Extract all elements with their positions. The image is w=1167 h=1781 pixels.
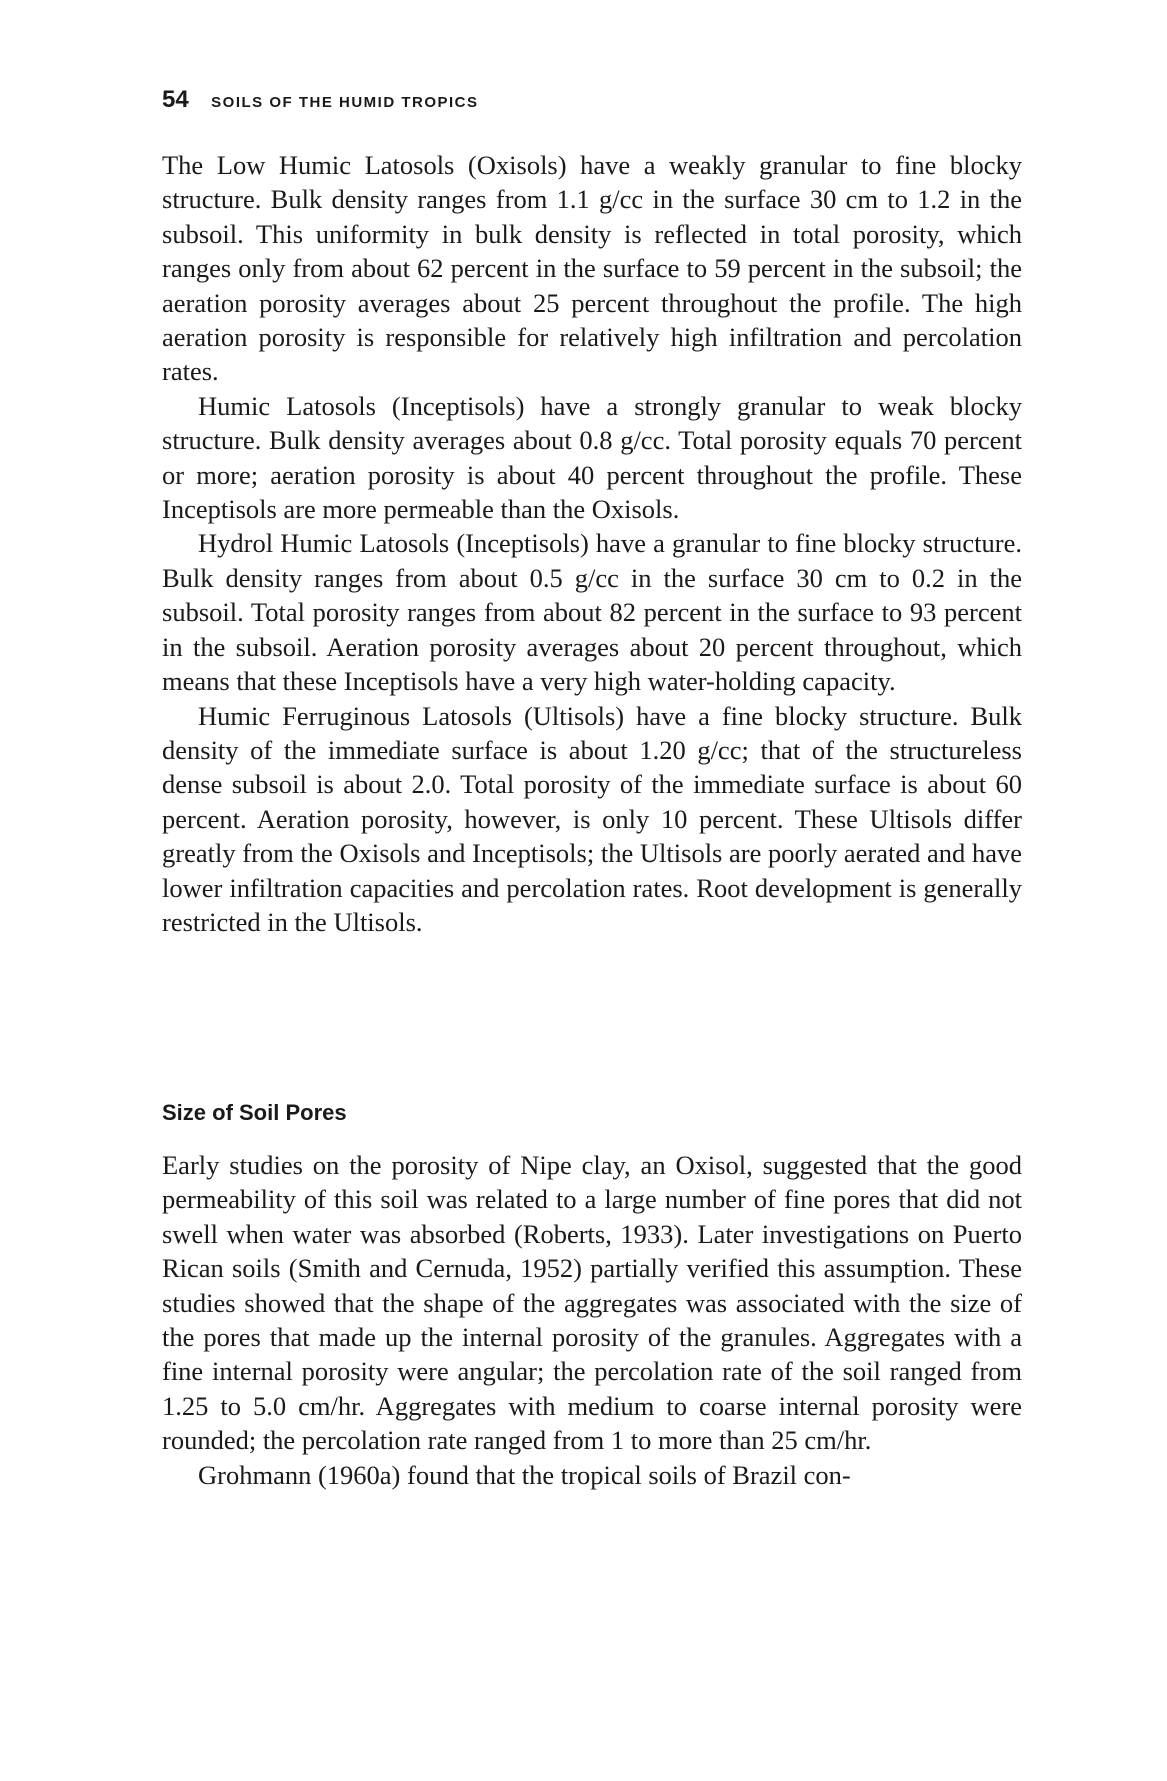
paragraph-hydrol-humic-latosols: Hydrol Humic Latosols (Inceptisols) have a granular to fine blocky structure. Bulk density ranges from about 0.5 g/cc in the surface 30 cm to 0.2 in the subsoil. Total porosity ranges from about 82 percent in the surface to 93 percent in the subsoil. Aeration porosity averages about 20 percent throughout, which means that these Inceptisols have a very high water-holding capacity. [162, 528, 1022, 697]
page-number: 54 [162, 86, 189, 113]
paragraph-low-humic-latosols: The Low Humic Latosols (Oxisols) have a weakly granular to fine blocky structure. Bulk density ranges from 1.1 g/cc in the surface 30 cm to 1.2 in the subsoil. This uniformity in bulk density is reflected in total porosity, which ranges only from about 62 percent in the surface to 59 percent in the subsoil; the aeration porosity averages about 25 percent throughout the profile. The high aeration porosity is responsible for relatively high infiltration and percolation rates. [162, 150, 1022, 387]
section-heading: Size of Soil Pores [162, 1100, 347, 1125]
paragraph-grohmann: Grohmann (1960a) found that the tropical soils of Brazil con- [198, 1459, 851, 1490]
running-title: SOILS OF THE HUMID TROPICS [211, 94, 479, 111]
paragraph-humic-latosols: Humic Latosols (Inceptisols) have a strongly granular to weak blocky structure. Bulk density averages about 0.8 g/cc. Total porosity equals 70 percent or more; aeration porosity is about 40 percent throughout the profile. These Inceptisols are more permeable than the Oxisols. [162, 390, 1022, 525]
paragraph-humic-ferruginous-latosols: Humic Ferruginous Latosols (Ultisols) have a fine blocky structure. Bulk density of the immediate surface is about 1.20 g/cc; that of the structureless dense subsoil is about 2.0. Total porosity of the immediate surface is about 60 percent. Aeration porosity, however, is only 10 percent. These Ultisols differ greatly from the Oxisols and Inceptisols; the Ultisols are poorly aerated and have lower infiltration capacities and percolation rates. Root development is generally restricted in the Ultisols. [162, 700, 1022, 937]
running-head [162, 86, 479, 114]
paragraph-early-studies: Early studies on the porosity of Nipe clay, an Oxisol, suggested that the good permeability of this soil was related to a large number of fine pores that did not swell when water was absorbed (Roberts, 1933). Later investigations on Puerto Rican soils (Smith and Cernuda, 1952) partially verified this assumption. These studies showed that the shape of the aggregates was associated with the size of the pores that made up the internal porosity of the granules. Aggregates with a fine internal porosity were angular; the percolation rate of the soil ranged from 1.25 to 5.0 cm/hr. Aggregates with medium to coarse internal porosity were rounded; the percolation rate ranged from 1 to more than 25 cm/hr. [162, 1150, 1022, 1456]
body-text-top [162, 148, 1022, 939]
body-text-section [162, 1148, 1022, 1492]
